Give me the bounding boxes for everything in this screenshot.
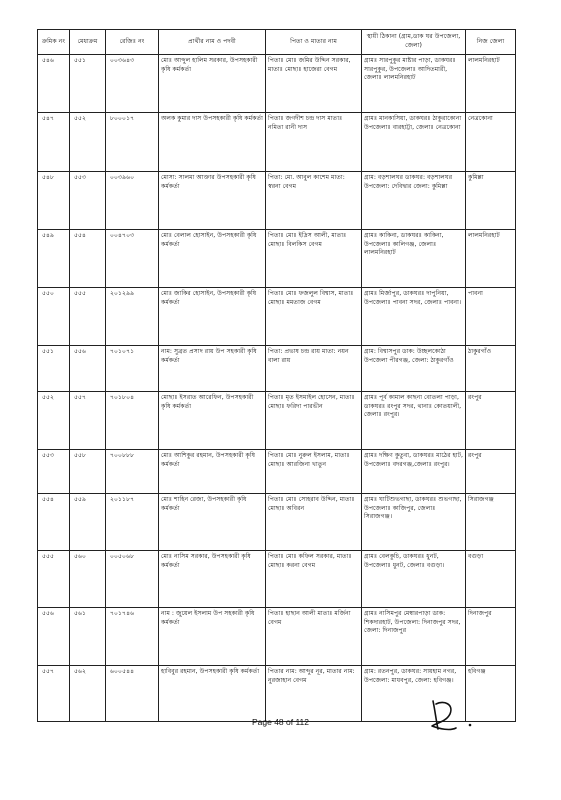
cell-merit: ৫৬১ (70, 608, 106, 666)
table-row (38, 392, 516, 450)
cell-reg: ৮০০০১৭ (106, 113, 159, 172)
cell-name: নাম: সুব্রত প্রসাদ রায় উপ সহকারী কৃষি কর্মকর্তা (159, 346, 266, 392)
cell-address: গ্রাম: রতনপুর, ডাকঘর: সায়হাম নগর, উপজেলা: মাধবপুর, জেলা: হবিগঞ্জ। (362, 666, 466, 722)
cell-name: মোঃ শাহিন রেজা, উপসহকারী কৃষি কর্মকর্তা (159, 494, 266, 551)
cell-serial: ৫৪৮ (38, 172, 70, 230)
table-row (38, 494, 516, 551)
cell-district: ঠাকুরগাঁও (466, 346, 516, 392)
cell-merit: ৫৫৫ (70, 288, 106, 346)
table-row (38, 230, 516, 288)
cell-reg: ০০৩৯৬০ (106, 172, 159, 230)
cell-parents: পিতাঃ জগদীশ চন্দ্র দাস মাতাঃ নমিতা রানী দাস (266, 113, 362, 172)
cell-district: লালমনিরহাট (466, 230, 516, 288)
cell-reg: ২০১১৮৭ (106, 494, 159, 551)
header-reg: রেজিঃ নং (106, 30, 159, 55)
cell-merit: ৫৫৯ (70, 494, 106, 551)
cell-serial: ৫৫৫ (38, 551, 70, 608)
cell-name: মোঃ বেলাল হোসাইন, উপসহকারী কৃষি কর্মকর্তা (159, 230, 266, 288)
cell-address: গ্রামঃ ঘাটিশুভগাছা, ডাকঘরঃ শুভগাছা, উপজেলাঃ কাজিপুর, জেলাঃ সিরাজগঞ্জ। (362, 494, 466, 551)
cell-serial: ৫৫৪ (38, 494, 70, 551)
cell-parents: পিতার নাম: আব্দুর নূর, মাতার নাম: নুরজাহান বেগম (266, 666, 362, 722)
header-serial: ক্রমিক নং (38, 30, 70, 55)
cell-parents: পিতাঃ হাছান আলী মাতাঃ মর্জিনা বেগম (266, 608, 362, 666)
cell-merit: ৫৫১ (70, 55, 106, 113)
table-row (38, 113, 516, 172)
cell-name: মোঃ আশিকুর রহমান, উপসহকারী কৃষি কর্মকর্তা (159, 450, 266, 494)
cell-address: গ্রামঃ নাসিমপুর মেম্বারপাড়া ডাক: শিকদারহাট, উপজেলা: দিনাজপুর সদর, জেলা: দিনাজপুর (362, 608, 466, 666)
cell-parents: পিতাঃ মোঃ ইদ্রিস আলী, মাতাঃ মোছাঃ বিলকিস বেগম (266, 230, 362, 288)
cell-merit: ৫৫৬ (70, 346, 106, 392)
table-header-row (38, 30, 516, 55)
cell-merit: ৫৫৮ (70, 450, 106, 494)
header-address: স্থায়ী ঠিকানা (গ্রাম,ডাক ঘর উপজেলা, জেলা) (362, 30, 466, 55)
cell-parents: পিতাঃ মোঃ সোহরাব উদ্দিন, মাতাঃ মোছাঃ অবিরন (266, 494, 362, 551)
cell-district: রংপুর (466, 450, 516, 494)
table-row (38, 55, 516, 113)
cell-address: গ্রামঃ দক্ষিণ কুতুবা, ডাকঘরঃ মাঠের হাট, উপজেলাঃ বদরগঞ্জ,জেলাঃ রংপুর। (362, 450, 466, 494)
cell-name: মোসা: সালমা আক্তার উপসহকারী কৃষি কর্মকর্তা (159, 172, 266, 230)
cell-parents: পিতা: মো. আবুল কাশেম মাতা: স্বরনা বেগম (266, 172, 362, 230)
table-row (38, 551, 516, 608)
cell-merit: ৫৫৩ (70, 172, 106, 230)
cell-merit: ৫৬২ (70, 666, 106, 722)
cell-name: মোছাঃ ইসরাত আরেফিন, উপসহকারী কৃষি কর্মকর্তা (159, 392, 266, 450)
cell-reg: ০০৪৭০৩ (106, 230, 159, 288)
cell-district: নেত্রকোনা (466, 113, 516, 172)
cell-reg: ৭০১৮০৪ (106, 392, 159, 450)
cell-serial: ৫৪৬ (38, 55, 70, 113)
header-name: প্রার্থীর নাম ও পদবী (159, 30, 266, 55)
cell-district: রংপুর (466, 392, 516, 450)
cell-parents: পিতাঃ মোঃ নুরুল ইসলাম, মাতাঃ মোছাঃ আরজিনা খাতুন (266, 450, 362, 494)
cell-address: গ্রামঃ পূর্ব কামাল কাছনা বোতলা পাড়া, ডাকঘরঃ রংপুর সদর, থানাঃ কোতয়ালী, জেলাঃ রংপুর। (362, 392, 466, 450)
cell-name: অলক কুমার দাস উপসহকারী কৃষি কর্মকর্তা (159, 113, 266, 172)
cell-address: গ্রামঃ কাকিনা, ডাকঘরঃ কাকিনা, উপজেলাঃ কালিগঞ্জ, জেলাঃ লালমনিরহাট (362, 230, 466, 288)
cell-name: মোঃ নাসিম সরকার, উপসহকারী কৃষি কর্মকর্তা (159, 551, 266, 608)
cell-serial: ৫৫২ (38, 392, 70, 450)
cell-parents: পিতাঃ মৃত ইসমাইল হোসেন, মাতাঃ মোছাঃ ফরিদা পারভীন (266, 392, 362, 450)
cell-address: গ্রামঃ মির্জাপুর, ডাকঘরঃ দাপুনিয়া, উপজেলাঃ পাবনা সদর, জেলাঃ পাবনা। (362, 288, 466, 346)
cell-address: গ্রামঃ মানকাসিয়া, ডাকঘরঃ ঠাকুরাকোনা উপজেলাঃ বারহাট্টা, জেলাঃ নেত্রকোনা (362, 113, 466, 172)
cell-district: বগুড়া (466, 551, 516, 608)
cell-reg: ৭০১৭৪৬ (106, 608, 159, 666)
cell-parents: পিতা: প্রভাষ চন্দ্র রায় মাতা: নয়ন বালা রায় (266, 346, 362, 392)
cell-address: গ্রাম: বড়শালঘর ডাকঘর: বড়শালঘর উপজেলা: দেবিদ্বার জেলা: কুমিল্লা (362, 172, 466, 230)
cell-serial: ৫৪৭ (38, 113, 70, 172)
cell-serial: ৫৫৭ (38, 666, 70, 722)
cell-parents: পিতাঃ মোঃ কফিল সরকার, মাতাঃ মোছাঃ করনা বেগম (266, 551, 362, 608)
cell-district: কুমিল্লা (466, 172, 516, 230)
cell-district: লালমনিরহাট (466, 55, 516, 113)
cell-merit: ৫৫৭ (70, 392, 106, 450)
cell-address: গ্রাম: বিশ্বাসপুর ডাক: উচ্ছলকোঠা উপজেলা পীরগঞ্জ, জেলা: ঠাকুরগাঁও (362, 346, 466, 392)
cell-parents: পিতাঃ মোঃ ফজলুল বিশ্বাস, মাতাঃ মোছাঃ মমতাজ বেগম (266, 288, 362, 346)
cell-address: গ্রামঃ বেলকুচি, ডাকঘরঃ ধুনট, উপজেলাঃ ধুনট, জেলাঃ বগুড়া। (362, 551, 466, 608)
cell-district: পাবনা (466, 288, 516, 346)
table-row (38, 450, 516, 494)
cell-district: দিনাজপুর (466, 608, 516, 666)
table-row (38, 288, 516, 346)
header-merit: মেধাক্রম (70, 30, 106, 55)
table-row (38, 608, 516, 666)
cell-reg: ২০১২৯৯ (106, 288, 159, 346)
header-parents: পিতা ও মাতার নাম (266, 30, 362, 55)
cell-serial: ৫৫১ (38, 346, 70, 392)
cell-reg: ০০৫০৬৮ (106, 551, 159, 608)
signature-mark (424, 696, 474, 736)
cell-district: হবিগঞ্জ (466, 666, 516, 722)
cell-serial: ৫৪৯ (38, 230, 70, 288)
cell-reg: ৭০০৮৮৮ (106, 450, 159, 494)
cell-merit: ৫৫৪ (70, 230, 106, 288)
cell-reg: ০০৩৬৪৩ (106, 55, 159, 113)
cell-name: নাম : জুয়েল ইসলাম উপ সহকারী কৃষি কর্মকর্তা (159, 608, 266, 666)
cell-name: মোঃ আব্দুল হালিম সরকার, উপসহকারী কৃষি কর্মকর্তা (159, 55, 266, 113)
candidate-table (37, 29, 516, 722)
cell-reg: ৬০০৫৪৪ (106, 666, 159, 722)
cell-address: গ্রামঃ সারপুকুর মাষ্টার পাড়া, ডাকঘরঃ সারপুকুর, উপজেলাঃ আদিতমারী, জেলাঃ লালমনিরহাট (362, 55, 466, 113)
cell-merit: ৫৬০ (70, 551, 106, 608)
cell-merit: ৫৫২ (70, 113, 106, 172)
page-number: Page 48 of 112 (251, 717, 310, 727)
cell-parents: পিতাঃ মোঃ জমির উদ্দিন সরকার, মাতাঃ মোছাঃ হাজেরা বেগম (266, 55, 362, 113)
cell-serial: ৫৫৩ (38, 450, 70, 494)
header-district: নিজ জেলা (466, 30, 516, 55)
cell-serial: ৫৫৬ (38, 608, 70, 666)
cell-serial: ৫৫০ (38, 288, 70, 346)
table-row (38, 346, 516, 392)
cell-reg: ৭০১০৭১ (106, 346, 159, 392)
table-row (38, 172, 516, 230)
cell-name: মোঃ জাকির হোসাইন, উপসহকারী কৃষি কর্মকর্তা (159, 288, 266, 346)
cell-name: হাবিবুর রহমান, উপসহকারী কৃষি কর্মকর্তা (159, 666, 266, 722)
cell-district: সিরাজগঞ্জ (466, 494, 516, 551)
